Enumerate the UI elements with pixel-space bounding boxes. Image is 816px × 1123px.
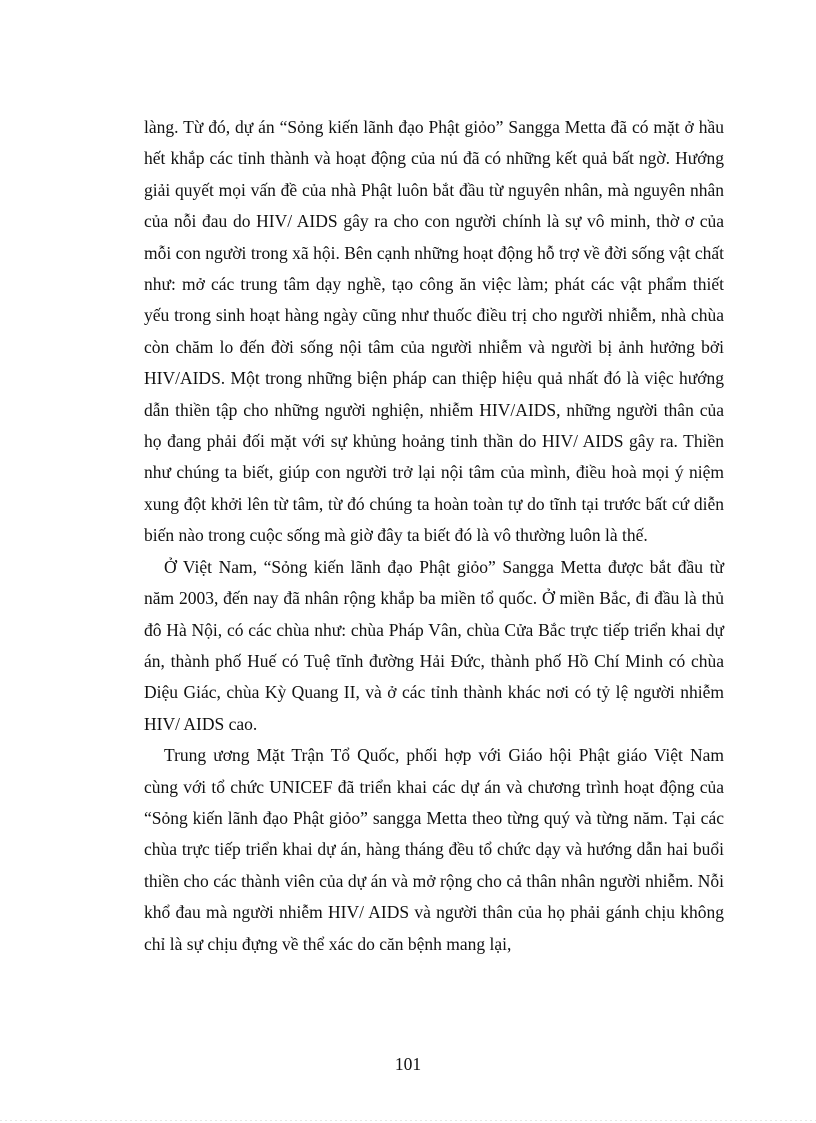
page-number: 101 [394, 1054, 422, 1074]
paragraph-2: Ở Việt Nam, “Sỏng kiến lãnh đạo Phật giỏo” Sangga Metta được bắt đầu từ năm 2003, đến nay đã nhân rộng khắp ba miền tổ quốc. Ở miền Bắc, đi đầu là thủ đô Hà Nội, có các chùa như: chùa Pháp Vân, chùa Cửa Bắc trực tiếp triển khai dự án, thành phố Huế có Tuệ tĩnh đường Hải Đức, thành phố Hồ Chí Minh có chùa Diệu Giác, chùa Kỳ Quang II, và ở các tỉnh thành khác nơi có tỷ lệ người nhiễm HIV/ AIDS cao. [144, 556, 724, 734]
paragraph-3: Trung ương Mặt Trận Tổ Quốc, phối hợp với Giáo hội Phật giáo Việt Nam cùng với tổ chức UNICEF đã triển khai các dự án và chương trình hoạt động của “Sỏng kiến lãnh đạo Phật giỏo” sangga Metta theo từng quý và từng năm. Tại các chùa trực tiếp triển khai dự án, hàng tháng đều tổ chức dạy và hướng dẫn hai buổi thiền cho các thành viên của dự án và mở rộng cho cả thân nhân người nhiễm. Nỗi khổ đau mà người nhiễm HIV/ AIDS và người thân của họ phải gánh chịu không chỉ là sự chịu đựng về thể xác do căn bệnh mang lại, [144, 745, 724, 954]
body-text [144, 112, 724, 960]
page-edge-divider [0, 1120, 816, 1121]
paragraph-1: làng. Từ đó, dự án “Sỏng kiến lãnh đạo Phật giỏo” Sangga Metta đã có mặt ở hầu hết khắp các tỉnh thành và hoạt động của nú đã có những kết quả bất ngờ. Hướng giải quyết mọi vấn đề của nhà Phật luôn bắt đầu từ nguyên nhân, mà nguyên nhân của nỗi đau do HIV/ AIDS gây ra cho con người chính là sự vô minh, thờ ơ của mỗi con người trong xã hội. Bên cạnh những hoạt động hỗ trợ về đời sống vật chất như: mở các trung tâm dạy nghề, tạo công ăn việc làm; phát các vật phẩm thiết yếu trong sinh hoạt hàng ngày cũng như thuốc điều trị cho người nhiễm, nhà chùa còn chăm lo đến đời sống nội tâm của người nhiễm và người bị ảnh hưởng bởi HIV/AIDS. Một trong những biện pháp can thiệp hiệu quả nhất đó là việc hướng dẫn thiền tập cho những người nghiện, nhiễm HIV/AIDS, những người thân của họ đang phải đối mặt với sự khủng hoảng tinh thần do HIV/ AIDS gây ra. Thiền như chúng ta biết, giúp con người trở lại nội tâm của mình, điều hoà mọi ý niệm xung đột khởi lên từ tâm, từ đó chúng ta hoàn toàn tự do tĩnh tại trước bất cứ diễn biến nào trong cuộc sống mà giờ đây ta biết đó là vô thường luôn là thế. [144, 117, 724, 546]
